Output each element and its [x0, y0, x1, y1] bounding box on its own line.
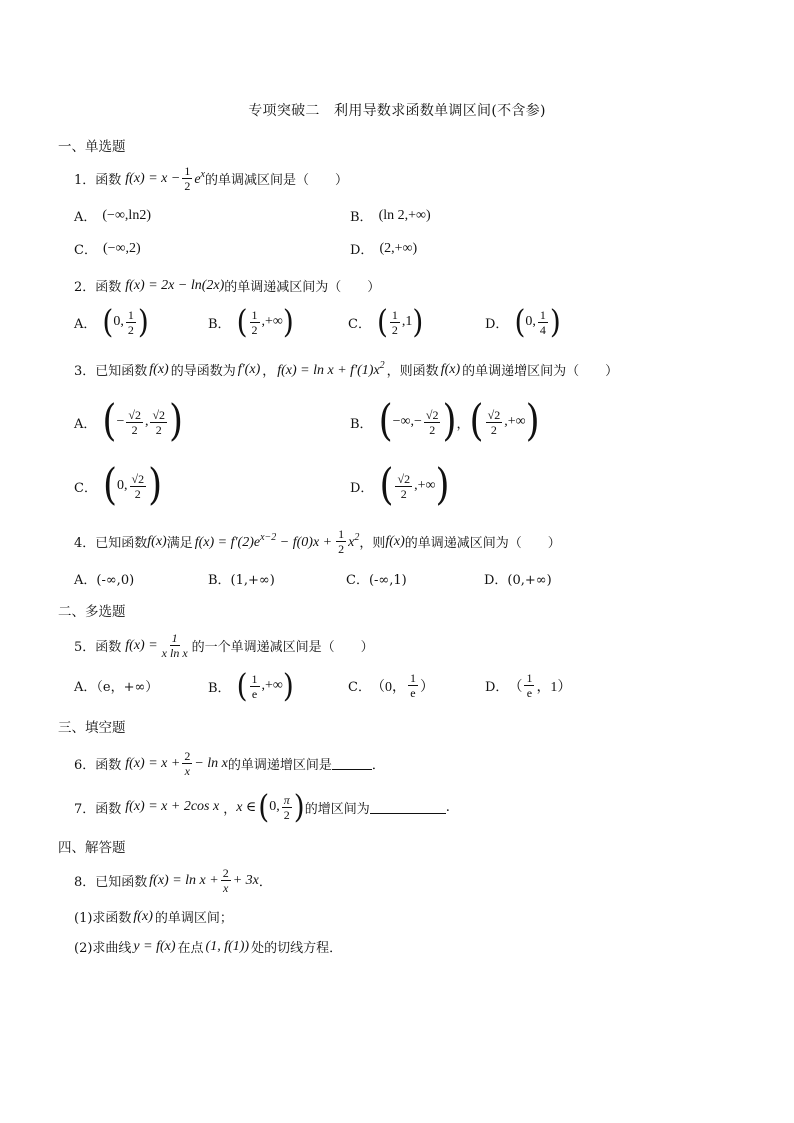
question-1: 1．函数 f (x) = x − $\frac{1}{2}$ $e^x$ 的单调减区间是（ ）: [74, 164, 349, 193]
question-4-option-a: A．(-∞,0): [74, 573, 135, 588]
answer-blank[interactable]: [332, 757, 372, 770]
question-4-option-c: C．(-∞,1): [346, 573, 407, 588]
question-6: 6．函数 f(x) = x + $\frac{2}{x}$ − ln x 的单调递增区间是 ．: [74, 749, 385, 778]
question-4-options: [74, 569, 552, 588]
section-heading-single-choice: 一、单选题: [58, 139, 126, 155]
question-3: 3．已知函数 f(x) 的导函数为 f′(x) ， $f(x) = \ln x + f'(1)x^2$ ，则函数 f(x) 的单调递增区间为（ ）: [74, 360, 619, 379]
question-2-option-a: A． ( 0, $\frac{1}{2}$ ): [74, 302, 149, 341]
question-1-prefix: 1．函数: [74, 173, 122, 188]
question-1-option-a: A． (−∞,ln2): [74, 207, 151, 225]
question-1-option-c: C． (−∞,2): [74, 240, 141, 258]
question-8: 8．已知函数 f(x) = ln x + $\frac{2}{x}$ + 3x ．: [74, 866, 272, 895]
section-heading-solution: 四、解答题: [58, 840, 126, 856]
question-1-option-d: D． (2,+∞): [350, 240, 418, 258]
question-5-option-b: B． ( $\frac{1}{e}$ ,+∞ ): [208, 666, 294, 705]
question-4: 4．已知函数 f(x) 满足 $f(x) = f'(2)e^{x-2} - f(0)x$ + $\frac{1}{2}$ $x^2$ ，则 f(x) 的单调递减区间为（ ）: [74, 527, 561, 556]
question-3-option-d: D． ( $\frac{√2}{2}$ ,+∞ ): [350, 460, 450, 510]
question-4-option-d: D．(0,+∞): [484, 573, 552, 588]
section-heading-fill-in: 三、填空题: [58, 720, 126, 736]
question-7: 7．函数 f(x) = x + 2cos x ， x ∈ ( 0, $\frac{\pi}{2}$ ) 的增区间为 .: [74, 787, 450, 826]
question-2: 2．函数 f(x) = 2x − ln(2x) 的单调递减区间为（ ）: [74, 277, 381, 295]
question-8-part-1: (1)求函数 f(x) 的单调区间；: [74, 908, 233, 926]
page-title: 专项突破二 利用导数求函数单调区间(不含参): [248, 103, 546, 119]
question-5-option-a: A．（e，+∞）: [74, 680, 159, 695]
question-3-option-b: B． ( −∞,− $\frac{√2}{2}$ ) ， ( $\frac{√2}{2}$ ,+∞ ): [350, 396, 540, 446]
question-4-option-b: B．(1,+∞): [208, 573, 275, 588]
answer-blank[interactable]: [370, 801, 446, 814]
question-8-part-2: (2)求曲线 y = f(x) 在点 (1, f(1)) 处的切线方程．: [74, 938, 343, 956]
section-heading-multiple-choice: 二、多选题: [58, 604, 126, 620]
question-5-option-d: D． （ $\frac{1}{e}$ ，1）: [485, 671, 572, 700]
question-5: 5．函数 f(x) = $\frac{1}{\text{x ln x}}$ 的一个单调递减区间是（ ）: [74, 631, 374, 660]
question-5-option-c: C． （0， $\frac{1}{e}$ ）: [348, 671, 434, 700]
question-2-option-d: D． ( 0, $\frac{1}{4}$ ): [485, 302, 561, 341]
question-1-option-b: B． (ln 2,+∞): [350, 207, 431, 225]
question-1-suffix: 的单调减区间是（ ）: [205, 173, 349, 188]
question-2-option-b: B． ( $\frac{1}{2}$ ,+∞ ): [208, 302, 294, 341]
question-3-option-a: A． ( − $\frac{√2}{2}$ , $\frac{√2}{2}$ ): [74, 396, 184, 446]
question-2-option-c: C． ( $\frac{1}{2}$ ,1 ): [348, 302, 424, 341]
question-3-option-c: C． ( 0, $\frac{√2}{2}$ ): [74, 460, 163, 510]
